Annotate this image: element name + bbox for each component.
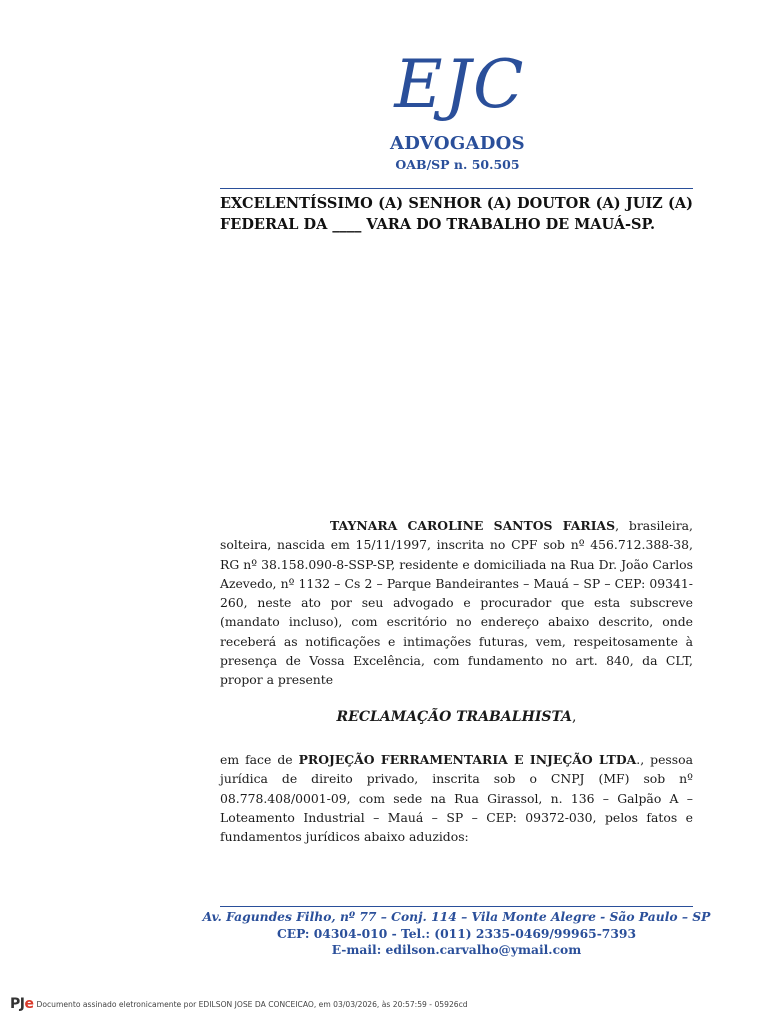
defendant-details: ., pessoa jurídica de direito privado, inscrita sob o CNPJ (MF) sob nº 08.778.408/0001-09, com sede na Rua Girassol, n. 136 – Galpão A – Loteamento Industrial – Mauá – SP – CEP: 09372-030, pelos fatos e fundamentos jurídicos abaixo aduzidos:: [220, 752, 693, 845]
action-title-text: RECLAMAÇÃO TRABALHISTA: [336, 709, 572, 725]
footer-email: E-mail: edilson.carvalho@ymail.com: [331, 942, 582, 957]
footer-contact: CEP: 04304-010 - Tel.: (011) 2335-0469/99965-7393: [276, 925, 637, 941]
pje-logo-e: e: [24, 996, 34, 1012]
firm-name: ADVOGADOS: [390, 133, 525, 154]
defendant-company-name: PROJEÇÃO FERRAMENTARIA E INJEÇÃO LTDA: [298, 752, 637, 767]
addressee-heading: [220, 193, 693, 235]
addressee-line-2: FEDERAL DA ____ VARA DO TRABALHO DE MAUÁ-SP.: [220, 216, 656, 233]
addressee-line-1: EXCELENTÍSSIMO (A) SENHOR (A) DOUTOR (A) JUIZ (A): [220, 195, 693, 212]
action-title-comma: ,: [572, 709, 577, 725]
footer-address: Av. Fagundes Filho, nº 77 – Conj. 114 – Vila Monte Alegre - São Paulo – SP: [202, 909, 711, 924]
footer-divider: [220, 906, 693, 907]
firm-logo: EJC: [394, 46, 526, 123]
action-title: [220, 709, 693, 725]
footer: [200, 909, 713, 959]
signature-stamp-text: Documento assinado eletronicamente por EDILSON JOSE DA CONCEICAO, em 03/03/2026, às 20:57:59 - 05926cd: [36, 999, 468, 1009]
electronic-signature-stamp: [10, 996, 468, 1012]
defendant-paragraph: [220, 750, 693, 846]
claimant-qualification-paragraph: [220, 516, 693, 690]
header-divider: [220, 188, 693, 189]
claimant-name: TAYNARA CAROLINE SANTOS FARIAS: [330, 518, 616, 533]
pje-logo: [10, 996, 33, 1012]
claimant-details: , brasileira, solteira, nascida em 15/11/1997, inscrita no CPF sob nº 456.712.388-38, RG nº 38.158.090-8-SSP-SP, residente e domiciliada na Rua Dr. João Carlos Azevedo, nº 1132 – Cs 2 – Parque Bandeirantes – Mauá – SP – CEP: 09341-260, neste ato por seu advogado e procurador que esta subscreve (mandato incluso), com escritório no endereço abaixo descrito, onde receberá as notificações e intimações futuras, vem, respeitosamente à presença de Vossa Excelência, com fundamento no art. 840, da CLT, propor a presente: [220, 518, 693, 688]
pje-logo-pj: PJ: [10, 996, 25, 1012]
oab-registration: OAB/SP n. 50.505: [395, 157, 520, 172]
defendant-prefix: em face de: [220, 752, 299, 767]
